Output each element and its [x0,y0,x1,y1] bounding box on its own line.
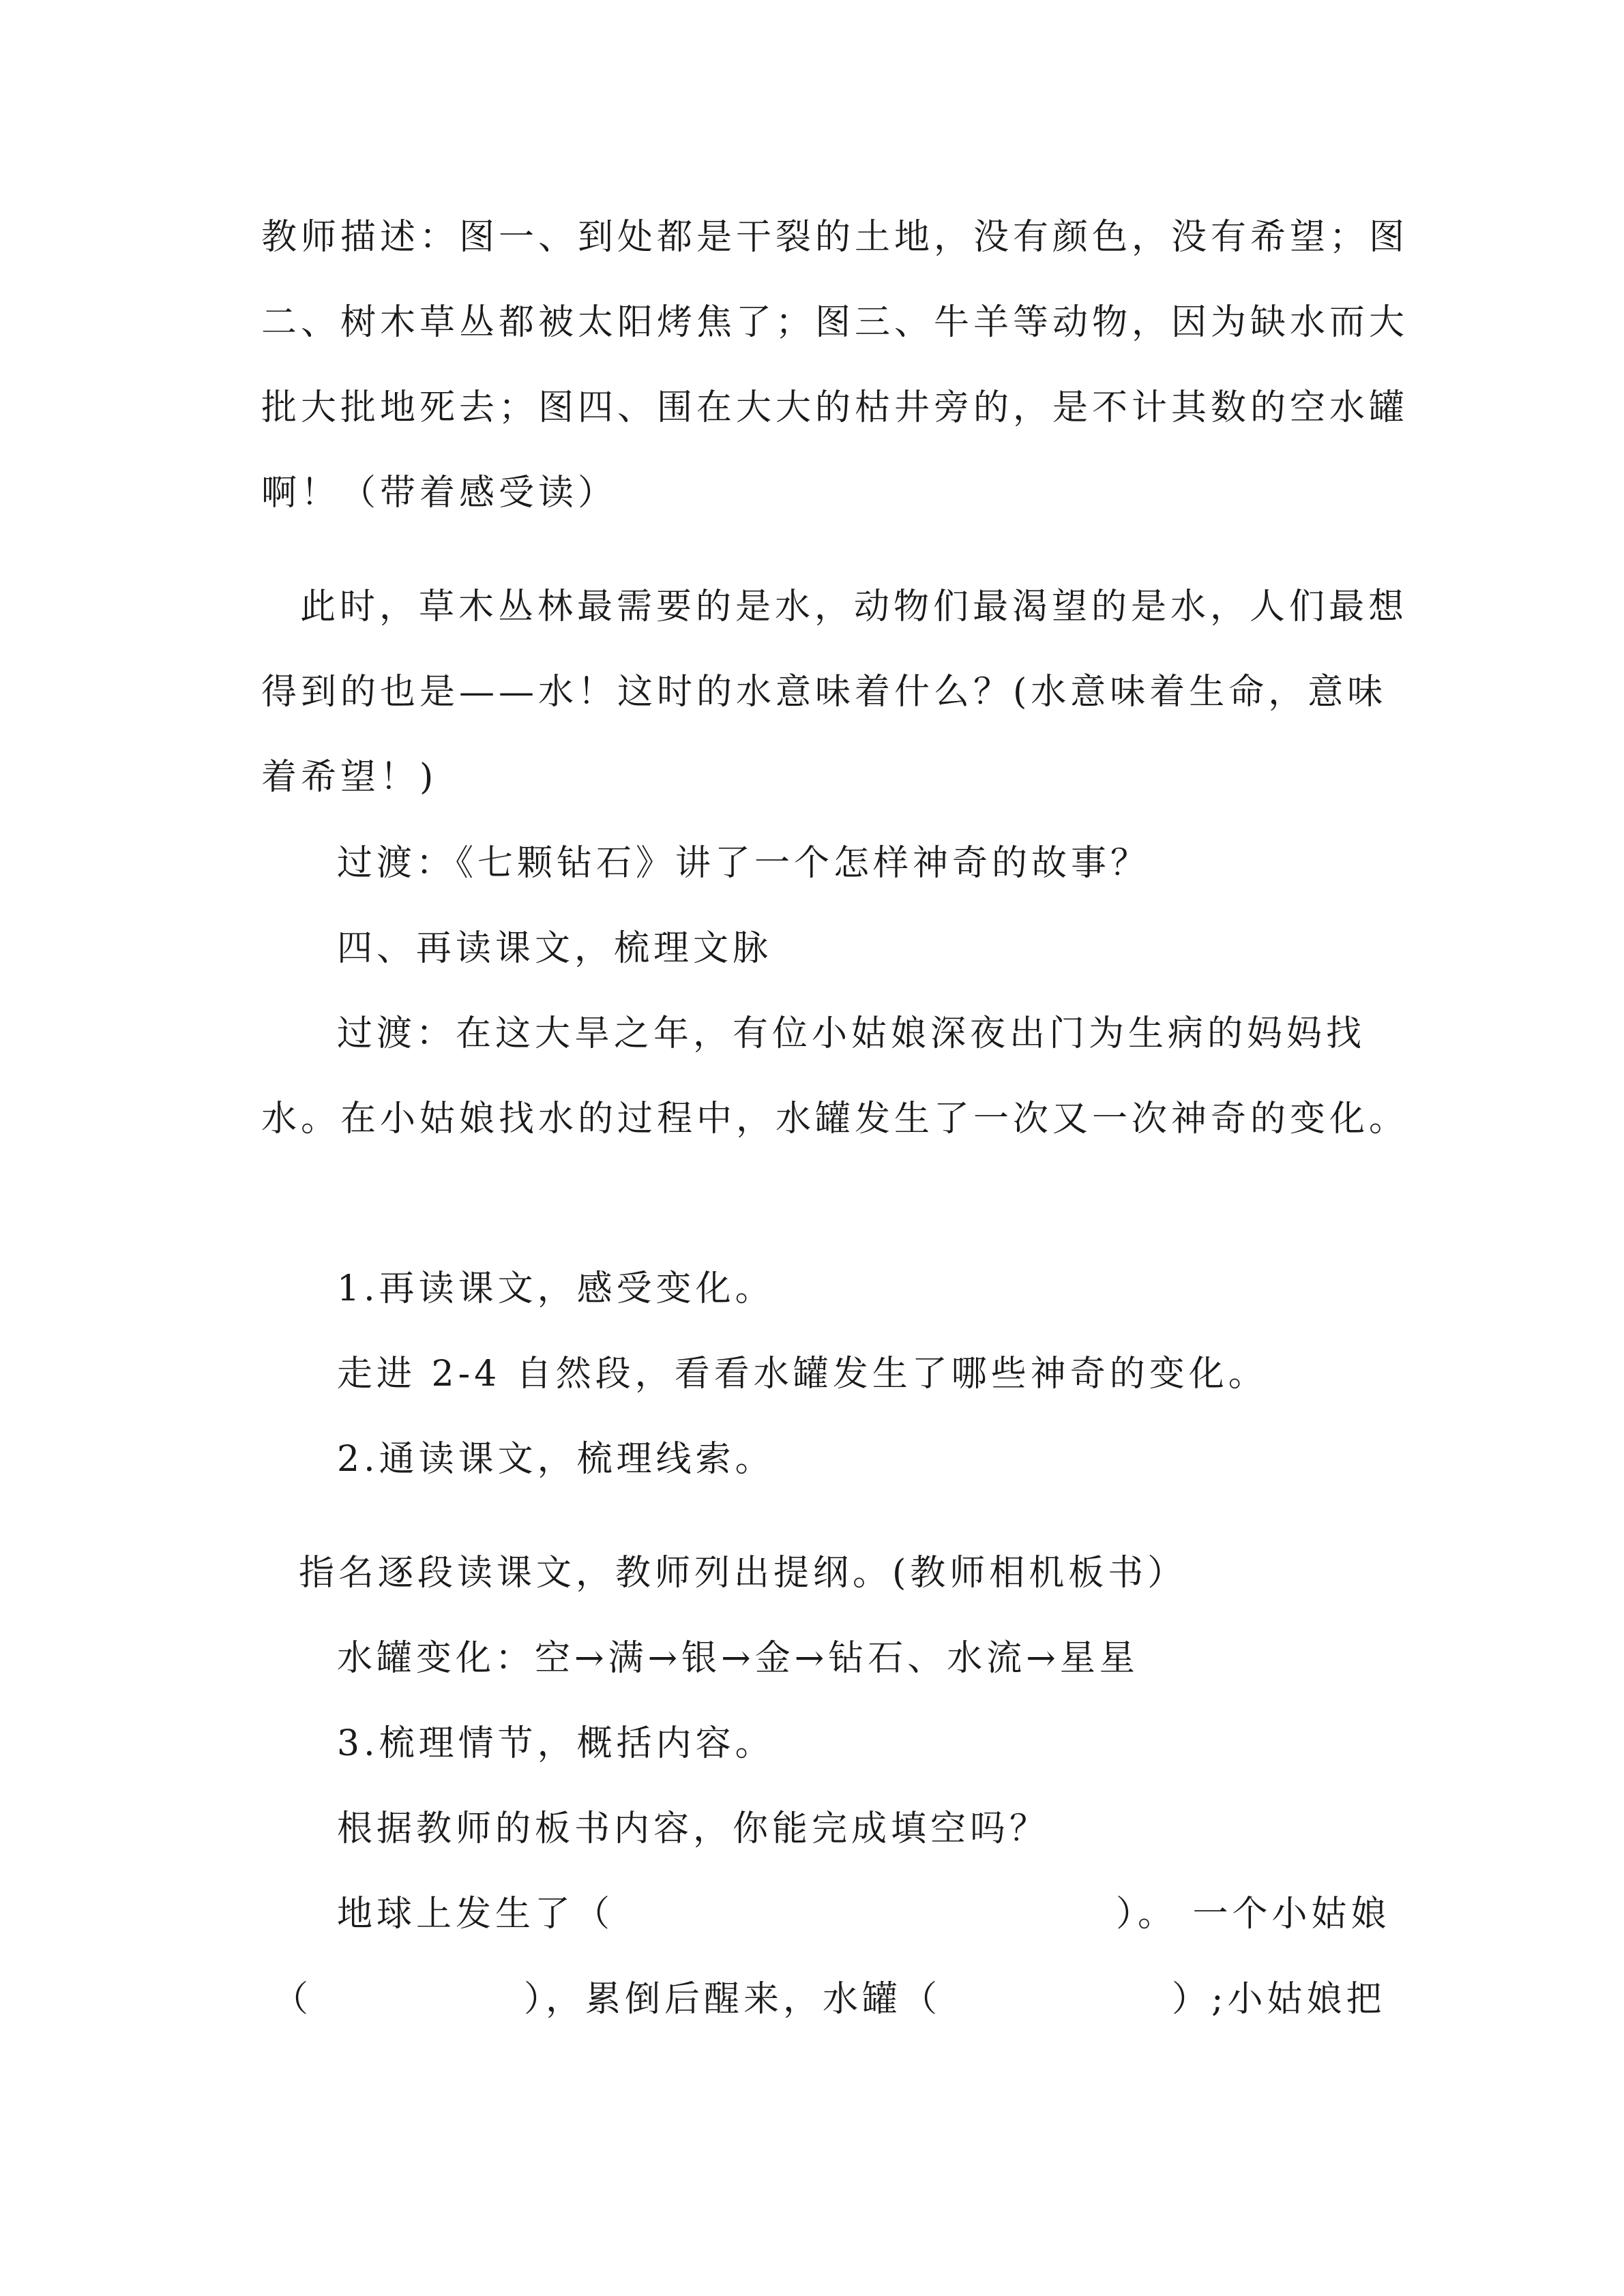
paragraph-2-line-3: 着希望！) [261,757,438,798]
paragraph-1-line-2: 二、树木草丛都被太阳烤焦了；图三、牛羊等动物，因为缺水而大 [261,302,1409,343]
fill-blank-line-1-start: 地球上发生了（ [337,1894,615,1935]
step-1-heading: 1.再读课文，感受变化。 [337,1268,775,1309]
step-2-description: 指名逐段读课文，教师列出提纲。(教师相机板书） [299,1553,1187,1594]
paragraph-1-line-3: 批大批地死去；图四、围在大大的枯井旁的，是不计其数的空水罐 [261,387,1409,428]
fill-blank-line-2-middle: ），累倒后醒来，水罐（ [524,1979,942,2020]
step-3-heading: 3.梳理情节，概括内容。 [337,1723,775,1764]
paragraph-2-line-2: 得到的也是——水！这时的水意味着什么？(水意味着生命，意味 [261,672,1387,713]
transition-2-line-1: 过渡：在这大旱之年，有位小姑娘深夜出门为生病的妈妈找 [337,1013,1366,1054]
fill-blank-line-2-end: ）;小姑娘把 [1172,1979,1386,2020]
jar-changes: 水罐变化：空→满→银→金→钻石、水流→星星 [337,1638,1139,1679]
paragraph-1-line-4: 啊！（带着感受读） [261,473,618,513]
transition-2-line-2: 水。在小姑娘找水的过程中，水罐发生了一次又一次神奇的变化。 [261,1099,1409,1139]
section-heading-4: 四、再读课文，梳理文脉 [337,928,773,969]
transition-1: 过渡：《七颗钻石》讲了一个怎样神奇的故事？ [337,843,1151,884]
step-3-description: 根据教师的板书内容，你能完成填空吗？ [337,1808,1050,1849]
paragraph-2-line-1: 此时，草木丛林最需要的是水，动物们最渴望的是水，人们最想 [300,586,1408,627]
paragraph-1-line-1: 教师描述：图一、到处都是干裂的土地，没有颜色，没有希望；图 [261,217,1409,258]
fill-blank-line-1-end: ）。 一个小姑娘 [1116,1894,1391,1935]
fill-blank-line-2-start: （ [273,1979,313,2020]
step-2-heading: 2.通读课文，梳理线索。 [337,1439,775,1480]
step-1-description: 走进 2-4 自然段，看看水罐发生了哪些神奇的变化。 [337,1354,1268,1395]
